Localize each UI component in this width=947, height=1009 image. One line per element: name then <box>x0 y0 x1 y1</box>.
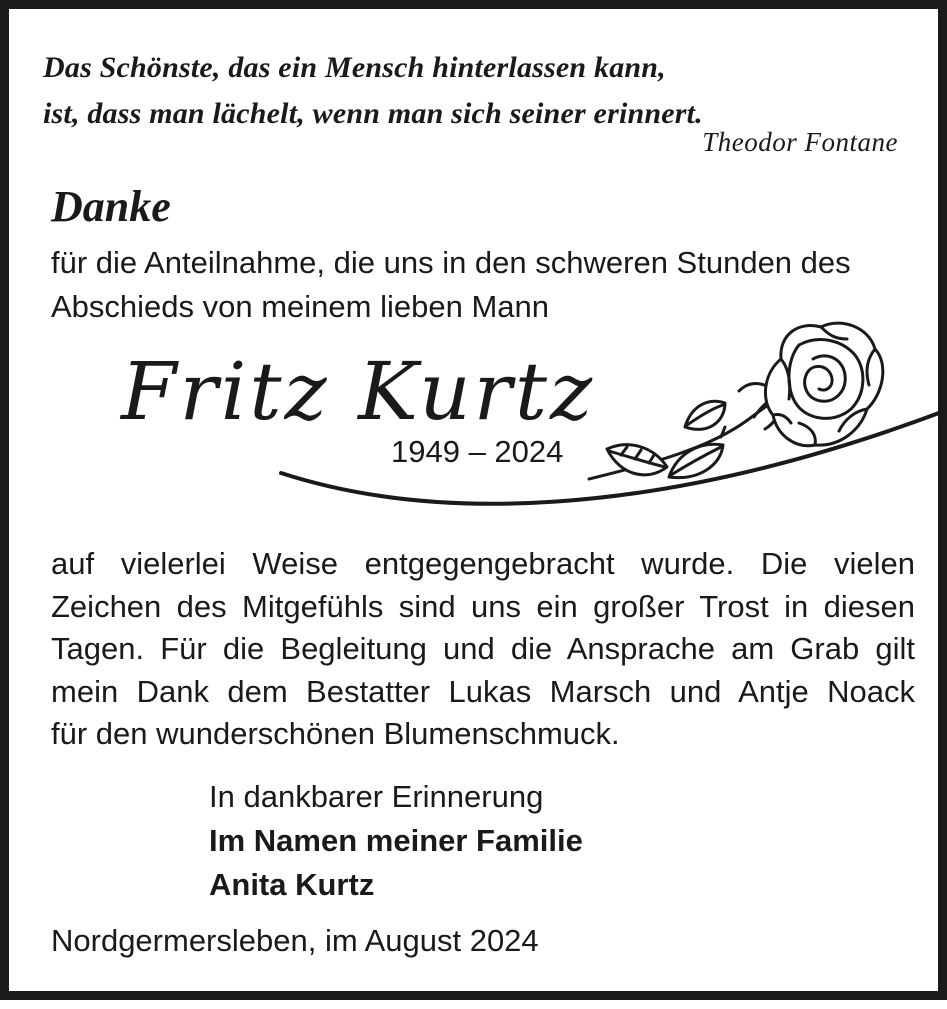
intro-line: für die Anteilnahme, die uns in den schweren Stunden des <box>51 245 851 280</box>
place-date: Nordgermersleben, im August 2024 <box>51 923 539 958</box>
closing-signature <box>209 775 583 907</box>
quote-author: Theodor Fontane <box>702 127 898 157</box>
body-line: mein Dank dem Bestatter Lukas Marsch und Antje Noack <box>51 673 915 709</box>
closing-line: In dankbarer Erinnerung <box>209 779 544 814</box>
body-text <box>51 543 915 756</box>
body-line: auf vielerlei Weise entgegengebracht wurde. Die vielen <box>51 546 915 581</box>
quote-line: Das Schönste, das ein Mensch hinterlassen kann, <box>43 51 666 84</box>
rose-icon <box>589 323 883 479</box>
closing-family: Im Namen meiner Familie <box>209 823 583 858</box>
intro-line: Abschieds von meinem lieben Mann <box>51 289 549 324</box>
life-years: 1949 – 2024 <box>391 434 564 469</box>
deceased-name: Fritz Kurtz <box>121 345 596 438</box>
body-line: für den wunderschönen Blumenschmuck. <box>51 716 620 751</box>
body-line: Zeichen des Mitgefühls sind uns ein großer Trost in diesen <box>51 588 915 624</box>
signer-name: Anita Kurtz <box>209 867 375 902</box>
quote-line: ist, dass man lächelt, wenn man sich seiner erinnert. <box>43 97 703 130</box>
heading: Danke <box>51 182 171 231</box>
body-line: Tagen. Für die Begleitung und die Ansprache am Grab gilt <box>51 631 915 666</box>
